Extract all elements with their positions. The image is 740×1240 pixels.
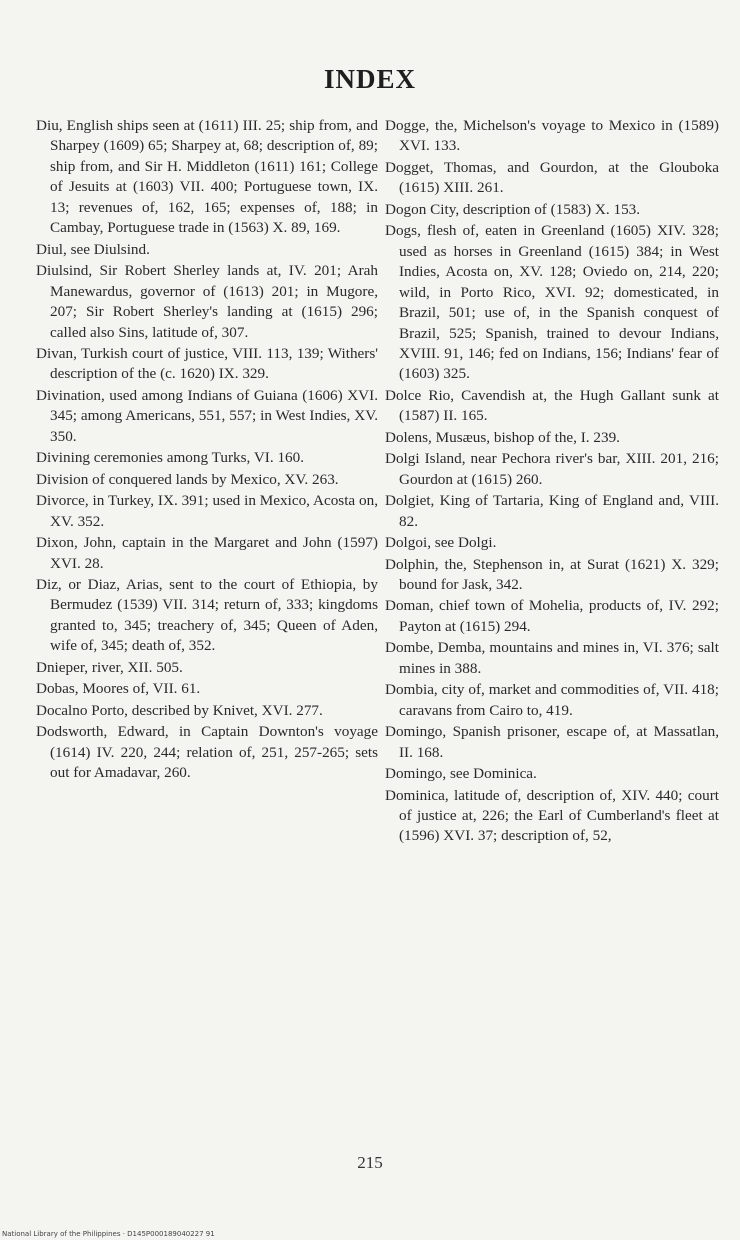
- index-entry: Dombe, Demba, mountains and mines in, VI. 376; salt mines in 388.: [385, 639, 719, 677]
- index-entry: Domingo, see Dominica.: [385, 765, 537, 783]
- index-entry: Dolphin, the, Stephenson in, at Surat (1621) X. 329; bound for Jask, 342.: [385, 555, 719, 593]
- index-entry: Docalno Porto, described by Knivet, XVI. 277.: [36, 701, 323, 719]
- index-entry: Dolce Rio, Cavendish at, the Hugh Gallant sunk at (1587) II. 165.: [385, 386, 719, 425]
- index-entry: Dolgiet, King of Tartaria, King of England and, VIII. 82.: [385, 492, 719, 530]
- index-entry: Divining ceremonies among Turks, VI. 160.: [36, 449, 305, 467]
- index-entry: Dodsworth, Edward, in Captain Downton's voyage (1614) IV. 220, 244; relation of, 251, 257-265; sets out for Amadavar, 260.: [36, 723, 378, 782]
- index-entry: Dixon, John, captain in the Margaret and John (1597) XVI. 28.: [36, 534, 378, 572]
- index-entry: Doman, chief town of Mohelia, products of, IV. 292; Payton at (1615) 294.: [385, 597, 719, 635]
- index-entry: Dogon City, description of (1583) X. 153.: [385, 200, 641, 218]
- index-entry: Division of conquered lands by Mexico, XV. 263.: [36, 470, 339, 488]
- index-entry: Divination, used among Indians of Guiana (1606) XVI. 345; among Americans, 551, 557; in West Indies, XV. 350.: [36, 386, 378, 445]
- index-entry: Dogs, flesh of, eaten in Greenland (1605) XIV. 328; used as horses in Greenland (1615) 384; in West Indies, Acosta on, XV. 128; Oviedo on, 214, 220; wild, in Porto Rico, XVI. 92; domesticated, in Brazil, 501; use of, in the Spanish conquest of Brazil, 525; Spanish, trained to devour Indians, XVIII. 91, 146; fed on Indians, 156; Indians' fear of (1603) 325.: [385, 222, 719, 383]
- index-entry: Diul, see Diulsind.: [36, 240, 150, 258]
- index-entry: Divorce, in Turkey, IX. 391; used in Mexico, Acosta on, XV. 352.: [36, 492, 378, 530]
- index-column-left: [36, 116, 378, 785]
- index-entry: Dominica, latitude of, description of, XIV. 440; court of justice at, 226; the Earl of Cumberland's fleet at (1596) XVI. 37; description of, 52,: [385, 786, 719, 845]
- index-entry: Dombia, city of, market and commodities of, VII. 418; caravans from Cairo to, 419.: [385, 681, 719, 719]
- page-number: 215: [357, 1153, 383, 1172]
- index-entry: Diu, English ships seen at (1611) III. 25; ship from, and Sharpey (1609) 65; Sharpey at, 68; description of, 89; ship from, and Sir H. Middleton (1611) 161; College of Jesuits at (1603) VII. 400; Portuguese town, IX. 13; revenues of, 162, 165; expenses of, 188; in Cambay, Portuguese trade in (1563) X. 89, 169.: [36, 117, 378, 237]
- footer-credit: National Library of the Philippines · D145P000189040227 91: [2, 1230, 215, 1238]
- index-entry: Diulsind, Sir Robert Sherley lands at, IV. 201; Arah Manewardus, governor of (1613) 201; in Mugore, 207; Sir Robert Sherley's landing at (1615) 296; called also Sins, latitude of, 307.: [36, 262, 378, 341]
- index-entry: Dolgi Island, near Pechora river's bar, XIII. 201, 216; Gourdon at (1615) 260.: [385, 450, 719, 488]
- index-entry: Domingo, Spanish prisoner, escape of, at Massatlan, II. 168.: [385, 723, 719, 761]
- index-entry: Dobas, Moores of, VII. 61.: [36, 680, 201, 698]
- index-entry: Dolgoi, see Dolgi.: [385, 534, 497, 552]
- index-entry: Dolens, Musæus, bishop of the, I. 239.: [385, 428, 620, 446]
- index-entry: Diz, or Diaz, Arias, sent to the court of Ethiopia, by Bermudez (1539) VII. 314; return of, 333; kingdoms granted to, 345; treachery of, 345; Queen of Aden, wife of, 345; death of, 352.: [36, 575, 378, 655]
- index-entry: Dogget, Thomas, and Gourdon, at the Glouboka (1615) XIII. 261.: [385, 158, 719, 197]
- index-entry: Dogge, the, Michelson's voyage to Mexico in (1589) XVI. 133.: [385, 117, 719, 155]
- index-entry: Divan, Turkish court of justice, VIII. 113, 139; Withers' description of the (c. 1620) IX. 329.: [36, 344, 378, 383]
- index-column-right: [385, 116, 719, 848]
- page-title: INDEX: [323, 64, 416, 94]
- index-entry: Dnieper, river, XII. 505.: [36, 658, 183, 676]
